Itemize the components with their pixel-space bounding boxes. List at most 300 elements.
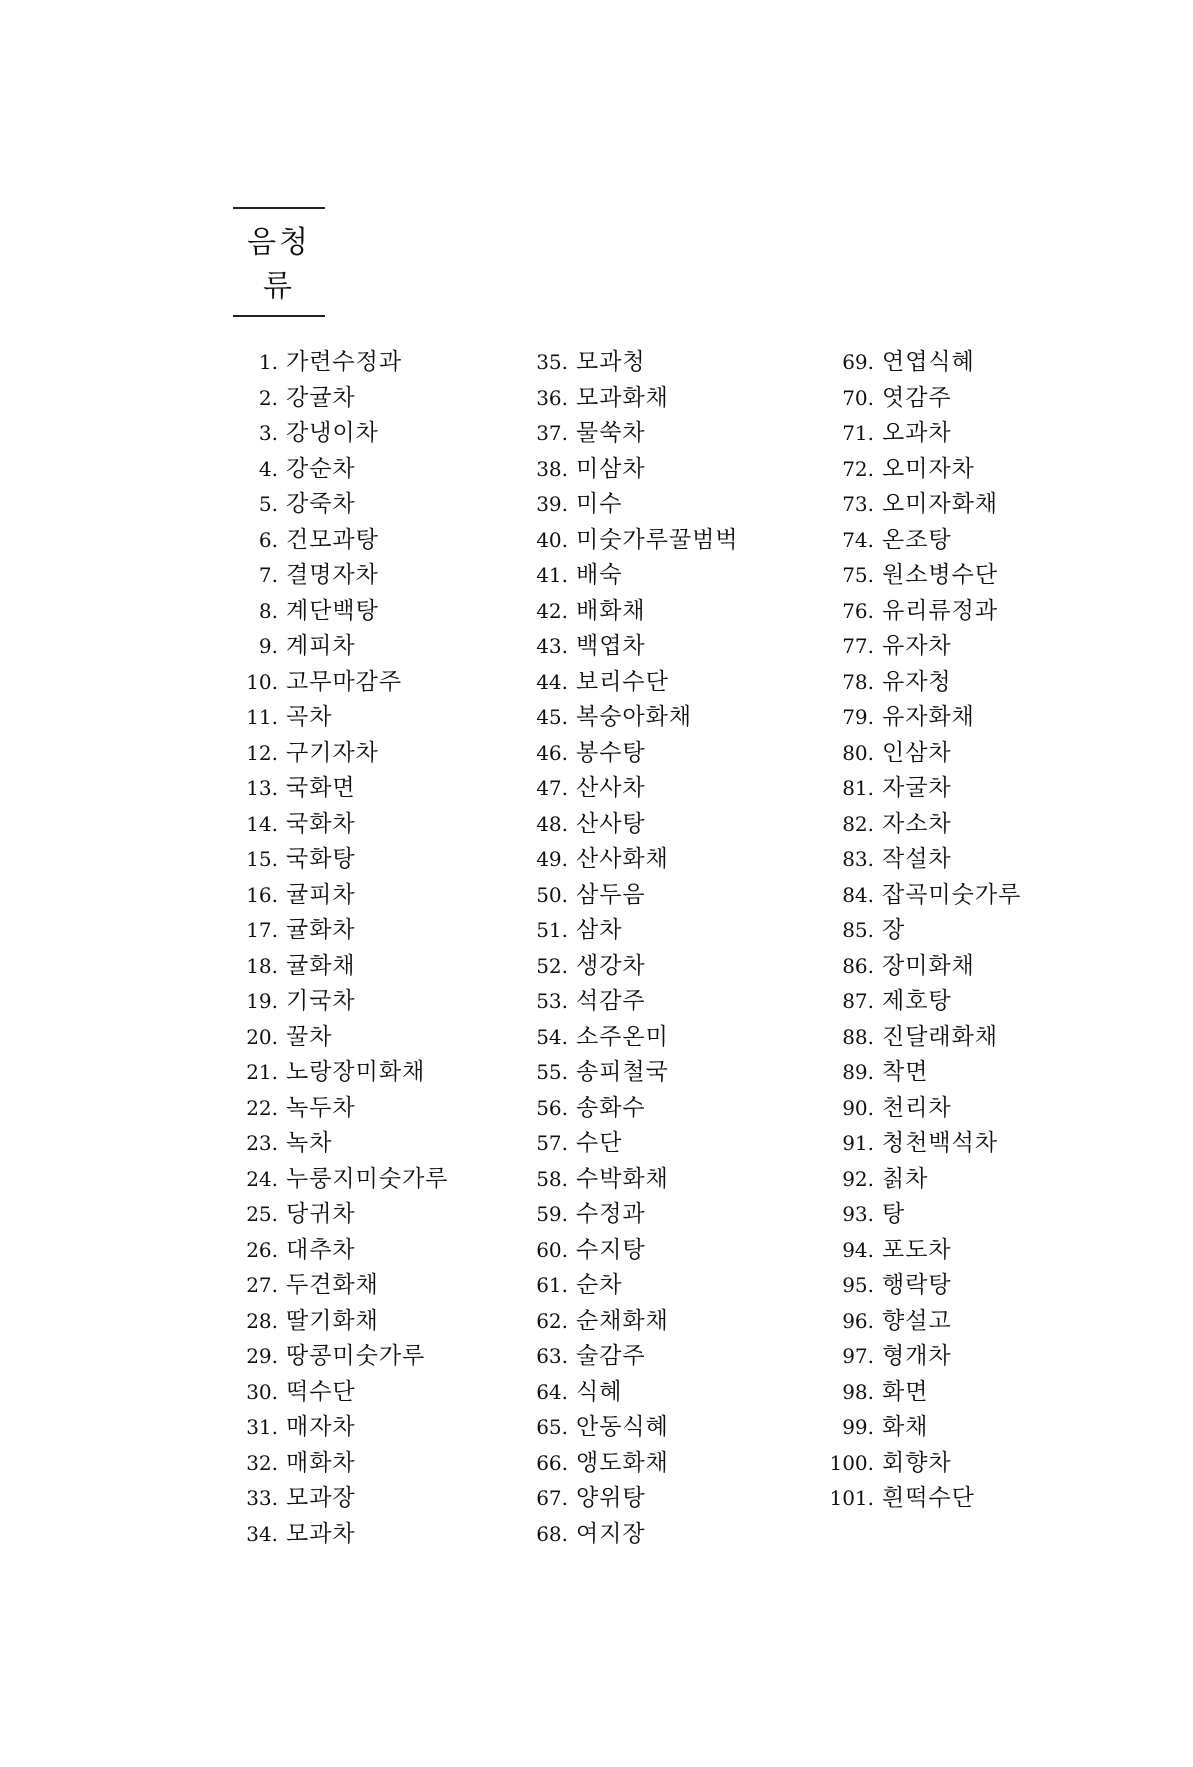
item-number: 1. — [258, 350, 278, 374]
item-number: 95. — [842, 1273, 874, 1297]
item-name: 모과청 — [576, 349, 646, 375]
list-item — [230, 629, 449, 665]
item-name: 모과화채 — [576, 384, 669, 411]
item-name: 산사탕 — [576, 810, 646, 837]
list-item — [812, 1162, 1021, 1198]
list-item — [520, 1020, 739, 1056]
list-item — [230, 1339, 449, 1375]
item-name: 술감주 — [576, 1343, 646, 1369]
item-number: 94. — [842, 1237, 874, 1262]
item-number: 5. — [258, 492, 278, 516]
item-number: 80. — [842, 740, 874, 765]
list-item — [230, 1268, 449, 1304]
list-item — [230, 771, 449, 807]
item-name: 보리수단 — [576, 668, 669, 695]
item-name: 천리차 — [882, 1094, 952, 1121]
item-name: 송화수 — [576, 1094, 646, 1121]
item-name: 화채 — [882, 1414, 929, 1440]
item-name: 강냉이차 — [286, 420, 379, 446]
item-name: 미숫가루꿀범벅 — [576, 526, 739, 553]
item-number: 73. — [842, 492, 874, 516]
item-number: 64. — [536, 1379, 568, 1404]
list-item — [230, 487, 449, 523]
item-number: 49. — [536, 847, 568, 871]
item-name: 백엽차 — [576, 633, 646, 659]
list-item — [812, 736, 1021, 772]
list-column-3 — [812, 345, 1021, 1517]
item-number: 52. — [536, 953, 568, 978]
item-number: 35. — [536, 350, 568, 374]
list-item — [520, 1517, 739, 1553]
list-item — [520, 523, 739, 559]
list-column-2 — [520, 345, 739, 1552]
item-name: 향설고 — [882, 1307, 952, 1334]
item-name: 형개차 — [882, 1343, 952, 1369]
item-name: 연엽식혜 — [882, 349, 975, 375]
item-number: 48. — [536, 811, 568, 836]
list-item — [230, 700, 449, 736]
item-number: 18. — [246, 953, 278, 978]
list-item — [230, 381, 449, 417]
list-item — [812, 629, 1021, 665]
list-item — [520, 949, 739, 985]
item-number: 8. — [258, 598, 278, 623]
list-item — [520, 416, 739, 452]
list-item — [812, 984, 1021, 1020]
item-number: 101. — [829, 1486, 874, 1510]
item-number: 87. — [842, 989, 874, 1013]
item-number: 83. — [842, 847, 874, 871]
list-item — [520, 913, 739, 949]
item-name: 안동식혜 — [576, 1414, 669, 1440]
item-name: 제호탕 — [882, 988, 952, 1014]
item-number: 21. — [246, 1060, 278, 1084]
item-number: 58. — [536, 1166, 568, 1191]
list-item — [230, 1446, 449, 1482]
item-number: 54. — [536, 1024, 568, 1049]
item-number: 50. — [536, 882, 568, 907]
list-item — [230, 984, 449, 1020]
item-name: 강순차 — [286, 455, 356, 482]
item-name: 잡곡미숫가루 — [882, 881, 1022, 908]
item-name: 장미화채 — [882, 952, 975, 979]
list-item — [520, 1055, 739, 1091]
item-number: 72. — [842, 456, 874, 481]
item-number: 9. — [258, 634, 278, 658]
list-item — [812, 487, 1021, 523]
item-number: 14. — [246, 811, 278, 836]
item-name: 화면 — [882, 1378, 929, 1405]
list-item — [520, 1339, 739, 1375]
item-name: 작설차 — [882, 846, 952, 872]
item-name: 삼차 — [576, 917, 623, 943]
list-item — [520, 452, 739, 488]
item-name: 미수 — [576, 491, 623, 517]
list-item — [230, 913, 449, 949]
list-item — [520, 1410, 739, 1446]
list-item — [812, 1055, 1021, 1091]
item-number: 31. — [246, 1415, 278, 1439]
item-name: 탕 — [882, 1201, 906, 1227]
item-name: 흰떡수단 — [882, 1485, 975, 1511]
section-heading: 음청류 — [233, 207, 325, 317]
item-name: 유자청 — [882, 668, 952, 695]
item-name: 순채화채 — [576, 1307, 669, 1334]
item-name: 식혜 — [576, 1378, 623, 1405]
item-number: 84. — [842, 882, 874, 907]
item-number: 23. — [246, 1131, 278, 1155]
item-name: 두견화채 — [286, 1272, 379, 1298]
item-name: 엿감주 — [882, 384, 952, 411]
list-item — [230, 842, 449, 878]
list-item — [520, 1481, 739, 1517]
item-name: 가련수정과 — [286, 349, 403, 375]
item-number: 33. — [246, 1486, 278, 1510]
item-number: 36. — [536, 385, 568, 410]
item-number: 71. — [842, 421, 874, 445]
list-item — [520, 771, 739, 807]
item-name: 착면 — [882, 1059, 929, 1085]
item-name: 원소병수단 — [882, 562, 999, 588]
list-item — [230, 594, 449, 630]
list-item — [520, 1197, 739, 1233]
item-name: 계피차 — [286, 633, 356, 659]
list-item — [812, 381, 1021, 417]
list-item — [230, 558, 449, 594]
item-number: 53. — [536, 989, 568, 1013]
list-item — [812, 1481, 1021, 1517]
item-name: 땅콩미숫가루 — [286, 1343, 426, 1369]
item-number: 60. — [536, 1237, 568, 1262]
list-item — [230, 807, 449, 843]
item-name: 칡차 — [882, 1165, 929, 1192]
item-name: 결명자차 — [286, 562, 379, 588]
item-name: 오미자화채 — [882, 491, 999, 517]
list-item — [520, 1233, 739, 1269]
item-name: 오과차 — [882, 420, 952, 446]
list-item — [812, 842, 1021, 878]
list-item — [520, 1162, 739, 1198]
list-item — [520, 345, 739, 381]
item-name: 떡수단 — [286, 1378, 356, 1405]
list-item — [520, 1375, 739, 1411]
list-item — [520, 700, 739, 736]
list-item — [812, 1233, 1021, 1269]
item-number: 7. — [258, 563, 278, 587]
item-name: 귤화차 — [286, 917, 356, 943]
item-number: 25. — [246, 1202, 278, 1226]
item-name: 양위탕 — [576, 1485, 646, 1511]
item-name: 귤화채 — [286, 952, 356, 979]
item-number: 86. — [842, 953, 874, 978]
item-number: 93. — [842, 1202, 874, 1226]
list-item — [230, 1091, 449, 1127]
item-name: 당귀차 — [286, 1201, 356, 1227]
list-item — [812, 1020, 1021, 1056]
item-name: 배숙 — [576, 562, 623, 588]
list-item — [812, 1126, 1021, 1162]
list-item — [230, 736, 449, 772]
list-item — [230, 1481, 449, 1517]
item-number: 45. — [536, 705, 568, 729]
list-item — [520, 1126, 739, 1162]
list-item — [230, 949, 449, 985]
item-number: 38. — [536, 456, 568, 481]
list-item — [812, 452, 1021, 488]
item-number: 90. — [842, 1095, 874, 1120]
item-name: 수단 — [576, 1130, 623, 1156]
list-item — [812, 416, 1021, 452]
list-item — [812, 345, 1021, 381]
list-item — [230, 452, 449, 488]
item-number: 63. — [536, 1344, 568, 1368]
item-number: 82. — [842, 811, 874, 836]
list-item — [230, 878, 449, 914]
item-name: 회향차 — [882, 1449, 952, 1476]
item-name: 국화차 — [286, 810, 356, 837]
item-name: 소주온미 — [576, 1023, 669, 1050]
list-item — [230, 345, 449, 381]
item-name: 여지장 — [576, 1520, 646, 1547]
item-name: 귤피차 — [286, 881, 356, 908]
item-name: 진달래화채 — [882, 1023, 999, 1050]
item-number: 32. — [246, 1450, 278, 1475]
item-number: 51. — [536, 918, 568, 942]
list-item — [520, 984, 739, 1020]
item-name: 석감주 — [576, 988, 646, 1014]
item-number: 47. — [536, 776, 568, 800]
item-number: 24. — [246, 1166, 278, 1191]
item-name: 미삼차 — [576, 455, 646, 482]
item-name: 녹두차 — [286, 1094, 356, 1121]
list-item — [230, 523, 449, 559]
item-name: 장 — [882, 917, 906, 943]
item-name: 매화차 — [286, 1449, 356, 1476]
list-item — [812, 1268, 1021, 1304]
item-name: 삼두음 — [576, 881, 646, 908]
item-name: 구기자차 — [286, 739, 379, 766]
item-name: 건모과탕 — [286, 526, 379, 553]
item-name: 청천백석차 — [882, 1130, 999, 1156]
list-item — [812, 913, 1021, 949]
item-number: 40. — [536, 527, 568, 552]
item-number: 44. — [536, 669, 568, 694]
item-number: 85. — [842, 918, 874, 942]
item-number: 15. — [246, 847, 278, 871]
list-item — [230, 1055, 449, 1091]
item-number: 91. — [842, 1131, 874, 1155]
item-number: 28. — [246, 1308, 278, 1333]
list-item — [230, 665, 449, 701]
item-name: 계단백탕 — [286, 597, 379, 624]
item-number: 17. — [246, 918, 278, 942]
list-item — [230, 1126, 449, 1162]
item-number: 74. — [842, 527, 874, 552]
item-number: 37. — [536, 421, 568, 445]
item-name: 배화채 — [576, 597, 646, 624]
item-name: 온조탕 — [882, 526, 952, 553]
item-number: 42. — [536, 598, 568, 623]
item-number: 27. — [246, 1273, 278, 1297]
item-number: 97. — [842, 1344, 874, 1368]
item-number: 78. — [842, 669, 874, 694]
item-name: 노랑장미화채 — [286, 1059, 426, 1085]
list-item — [812, 878, 1021, 914]
item-name: 앵도화채 — [576, 1449, 669, 1476]
item-number: 79. — [842, 705, 874, 729]
item-number: 30. — [246, 1379, 278, 1404]
list-item — [520, 736, 739, 772]
item-name: 수지탕 — [576, 1236, 646, 1263]
item-name: 생강차 — [576, 952, 646, 979]
list-item — [520, 878, 739, 914]
list-item — [520, 1304, 739, 1340]
list-column-1 — [230, 345, 449, 1552]
item-number: 75. — [842, 563, 874, 587]
item-name: 유자화채 — [882, 704, 975, 730]
item-name: 복숭아화채 — [576, 704, 693, 730]
item-name: 강귤차 — [286, 384, 356, 411]
list-item — [520, 1091, 739, 1127]
item-name: 순차 — [576, 1272, 623, 1298]
list-item — [812, 1091, 1021, 1127]
item-number: 89. — [842, 1060, 874, 1084]
list-item — [520, 1268, 739, 1304]
list-item — [812, 771, 1021, 807]
item-name: 모과장 — [286, 1485, 356, 1511]
item-number: 19. — [246, 989, 278, 1013]
item-name: 산사차 — [576, 775, 646, 801]
item-number: 99. — [842, 1415, 874, 1439]
list-item — [520, 558, 739, 594]
list-item — [520, 629, 739, 665]
item-number: 66. — [536, 1450, 568, 1475]
list-item — [812, 1339, 1021, 1375]
item-name: 인삼차 — [882, 739, 952, 766]
item-number: 77. — [842, 634, 874, 658]
item-number: 2. — [258, 385, 278, 410]
item-number: 81. — [842, 776, 874, 800]
item-number: 57. — [536, 1131, 568, 1155]
item-number: 29. — [246, 1344, 278, 1368]
item-name: 국화면 — [286, 775, 356, 801]
item-number: 34. — [246, 1521, 278, 1546]
item-name: 딸기화채 — [286, 1307, 379, 1334]
item-name: 오미자차 — [882, 455, 975, 482]
item-name: 대추차 — [286, 1236, 356, 1263]
item-name: 행락탕 — [882, 1272, 952, 1298]
item-name: 고무마감주 — [286, 668, 403, 695]
item-number: 65. — [536, 1415, 568, 1439]
list-item — [812, 1446, 1021, 1482]
item-number: 55. — [536, 1060, 568, 1084]
list-item — [230, 1233, 449, 1269]
list-item — [230, 1304, 449, 1340]
item-number: 43. — [536, 634, 568, 658]
item-number: 61. — [536, 1273, 568, 1297]
list-item — [520, 807, 739, 843]
list-item — [230, 1517, 449, 1553]
item-name: 모과차 — [286, 1520, 356, 1547]
item-name: 물쑥차 — [576, 420, 646, 446]
item-number: 98. — [842, 1379, 874, 1404]
item-number: 10. — [246, 669, 278, 694]
item-number: 92. — [842, 1166, 874, 1191]
item-number: 13. — [246, 776, 278, 800]
item-number: 3. — [258, 421, 278, 445]
item-name: 강죽차 — [286, 491, 356, 517]
item-name: 자굴차 — [882, 775, 952, 801]
item-name: 봉수탕 — [576, 739, 646, 766]
list-item — [520, 1446, 739, 1482]
item-name: 산사화채 — [576, 846, 669, 872]
item-name: 유자차 — [882, 633, 952, 659]
item-name: 곡차 — [286, 704, 333, 730]
list-item — [812, 1304, 1021, 1340]
item-number: 68. — [536, 1521, 568, 1546]
item-name: 수정과 — [576, 1201, 646, 1227]
item-name: 유리류정과 — [882, 597, 999, 624]
item-number: 46. — [536, 740, 568, 765]
list-item — [520, 842, 739, 878]
item-name: 송피철국 — [576, 1059, 669, 1085]
item-number: 70. — [842, 385, 874, 410]
item-name: 매자차 — [286, 1414, 356, 1440]
item-number: 4. — [258, 456, 278, 481]
list-item — [230, 1020, 449, 1056]
item-name: 녹차 — [286, 1130, 333, 1156]
item-number: 11. — [246, 705, 278, 729]
item-number: 59. — [536, 1202, 568, 1226]
list-item — [812, 1410, 1021, 1446]
item-number: 96. — [842, 1308, 874, 1333]
list-item — [812, 807, 1021, 843]
list-item — [230, 1197, 449, 1233]
list-item — [230, 1162, 449, 1198]
list-item — [520, 665, 739, 701]
item-number: 20. — [246, 1024, 278, 1049]
item-number: 100. — [829, 1450, 874, 1475]
item-number: 12. — [246, 740, 278, 765]
item-number: 26. — [246, 1237, 278, 1262]
list-item — [230, 1410, 449, 1446]
item-number: 67. — [536, 1486, 568, 1510]
item-name: 포도차 — [882, 1236, 952, 1263]
item-name: 자소차 — [882, 810, 952, 837]
item-number: 76. — [842, 598, 874, 623]
item-number: 22. — [246, 1095, 278, 1120]
list-item — [812, 594, 1021, 630]
list-item — [812, 665, 1021, 701]
item-name: 누룽지미숫가루 — [286, 1165, 449, 1192]
item-name: 꿀차 — [286, 1023, 333, 1050]
list-item — [812, 523, 1021, 559]
list-item — [520, 487, 739, 523]
item-number: 6. — [258, 527, 278, 552]
list-item — [230, 416, 449, 452]
list-item — [812, 1375, 1021, 1411]
item-number: 62. — [536, 1308, 568, 1333]
list-item — [520, 594, 739, 630]
list-item — [812, 1197, 1021, 1233]
list-item — [812, 558, 1021, 594]
list-item — [230, 1375, 449, 1411]
item-number: 69. — [842, 350, 874, 374]
item-number: 16. — [246, 882, 278, 907]
item-name: 국화탕 — [286, 846, 356, 872]
item-number: 56. — [536, 1095, 568, 1120]
list-item — [520, 381, 739, 417]
